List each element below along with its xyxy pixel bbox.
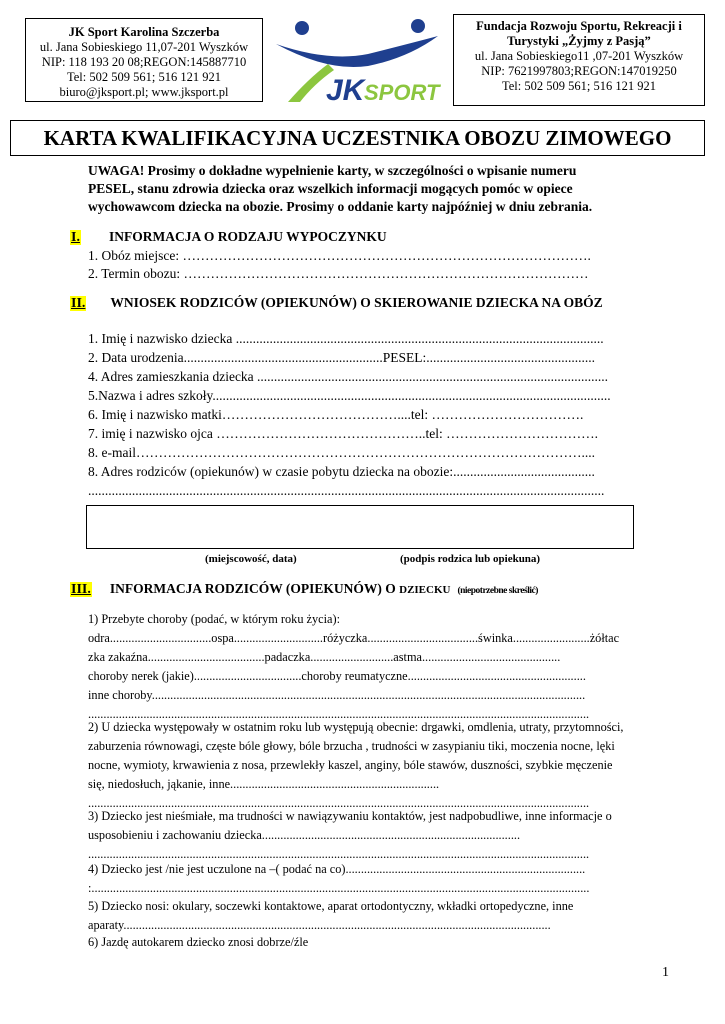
q2-line: nocne, wymioty, krwawienia z nosa, przewlekły kaszel, anginy, bóle stawów, duszności, szybkie męczenie [88, 758, 613, 772]
field-email[interactable]: 8. e-mail……………………………………………………………………………………….... [88, 445, 595, 460]
field-father[interactable]: 7. imię i nazwisko ojca ………………………………………..tel: ……………………………. [88, 426, 598, 441]
notice-block [88, 162, 592, 216]
field-school[interactable]: 5.Nazwa i adres szkoły...................................................................................................................... [88, 388, 611, 403]
q1-heading: 1) Przebyte choroby (podać, w którym roku życia): [88, 612, 341, 626]
section-3-title: INFORMACJA RODZICÓW (OPIEKUNÓW) O [109, 581, 400, 596]
field-parents-address-cont[interactable]: ......................................................................................................................................................... [88, 483, 605, 498]
company-name: JK Sport Karolina Szczerba [68, 25, 220, 39]
q1-line[interactable]: inne choroby............................................................................................................................................. [88, 688, 586, 702]
logo-head-left [295, 21, 309, 35]
q2-line[interactable]: się, niedosłuch, jąkanie, inne.................................................................... [88, 777, 440, 791]
q5-line[interactable]: aparaty........................................................................................................................................... [88, 918, 551, 932]
field-parents-address[interactable]: 8. Adres rodziców (opiekunów) w czasie pobytu dziecka na obozie:.......................................... [88, 464, 595, 479]
section-2-number: II. [71, 296, 86, 311]
caption-place-date: (miejscowość, data) [205, 553, 297, 565]
document-title: KARTA KWALIFIKACYJNA UCZESTNIKA OBOZU ZIMOWEGO [10, 120, 705, 156]
q5-line: 5) Dziecko nosi: okulary, soczewki kontaktowe, aparat ortodontyczny, wkładki ortopedyczne, inne [88, 899, 574, 913]
caption-signature: (podpis rodzica lub opiekuna) [400, 553, 541, 565]
field-camp-dates[interactable]: 2. Termin obozu: ……………………………………………………………………………… [88, 266, 589, 281]
section-3-note: (niepotrzebne skreślić) [457, 586, 538, 596]
company-contact: biuro@jksport.pl; www.jksport.pl [59, 85, 229, 99]
field-camp-place[interactable]: 1. Obóz miejsce: ………………………………………………………………………………. [88, 248, 591, 263]
notice-line: wychowawcom dziecka na obozie. Prosimy o oddanie karty najpóźniej w dniu zebrania. [88, 199, 593, 214]
section-3-number: III. [71, 582, 91, 597]
logo-text-sport: SPORT [364, 80, 440, 104]
company-address: ul. Jana Sobieskiego 11,07-201 Wyszków [39, 40, 249, 54]
signature-box[interactable] [86, 505, 634, 549]
foundation-name-line1: Fundacja Rozwoju Sportu, Rekreacji i [476, 19, 682, 33]
q1-line[interactable]: odra.................................ospa.............................różyczka....................................świnka.........................żółtac [88, 631, 620, 645]
foundation-ids: NIP: 7621997803;REGON:147019250 [481, 64, 677, 78]
section-2-title: WNIOSEK RODZICÓW (OPIEKUNÓW) O SKIEROWANIE DZIECKA NA OBÓZ [110, 295, 603, 310]
section-1-heading [70, 228, 387, 246]
q1-line[interactable]: choroby nerek (jakie)...................................choroby reumatyczne.......................................................... [88, 669, 586, 683]
q3-line[interactable]: ................................................................................................................................................................... [88, 847, 590, 861]
q2-line[interactable]: ................................................................................................................................................................... [88, 796, 590, 810]
section-3-title-small: DZIECKU [399, 584, 451, 596]
q4-line[interactable]: :.................................................................................................................................................................. [88, 881, 590, 895]
field-birth-pesel[interactable]: 2. Data urodzenia...........................................................PESEL:.................................................. [88, 350, 595, 365]
foundation-address: ul. Jana Sobieskiego11 ,07-201 Wyszków [474, 49, 684, 63]
q3-line[interactable]: usposobieniu i zachowaniu dziecka.................................................................................... [88, 828, 521, 842]
field-mother[interactable]: 6. Imię i nazwisko matki…………………………………....tel: ……………………………. [88, 407, 584, 422]
logo-head-right [411, 19, 425, 33]
foundation-name-line2: Turystyki „Żyjmy z Pasją” [507, 34, 651, 48]
company-ids: NIP: 118 193 20 08;REGON:145887710 [41, 55, 247, 69]
page-number: 1 [662, 965, 669, 980]
q6-line[interactable]: 6) Jazdę autokarem dziecko znosi dobrze/źle [88, 935, 309, 949]
notice-line: PESEL, stanu zdrowia dziecka oraz wszelkich informacji mogących pomóc w opiece [88, 181, 573, 196]
q1-line[interactable]: ................................................................................................................................................................... [88, 707, 590, 721]
logo-text-jk: JK [326, 74, 365, 104]
foundation-info-box [453, 14, 705, 106]
q1-line[interactable]: zka zakaźna......................................padaczka...........................astma............................................. [88, 650, 561, 664]
q3-line: 3) Dziecko jest nieśmiałe, ma trudności w nawiązywaniu kontaktów, jest nadpobudliwe, inne informacje o [88, 809, 612, 823]
company-phone: Tel: 502 509 561; 516 121 921 [67, 70, 221, 84]
jk-sport-logo [268, 14, 451, 104]
q2-line: zaburzenia równowagi, częste bóle głowy, bóle brzucha , trudności w zasypianiu tiki, moczenia nocne, lęki [88, 739, 615, 753]
q2-line: 2) U dziecka występowały w ostatnim roku lub występują obecnie: drgawki, omdlenia, utraty, przytomności, [88, 720, 624, 734]
section-1-title: INFORMACJA O RODZAJU WYPOCZYNKU [108, 229, 387, 244]
section-3-heading [70, 580, 538, 598]
field-home-address[interactable]: 4. Adres zamieszkania dziecka ........................................................................................................ [88, 369, 609, 384]
logo-swoosh [276, 36, 438, 67]
notice-line: UWAGA! Prosimy o dokładne wypełnienie karty, w szczególności o wpisanie numeru [88, 163, 577, 178]
field-child-name[interactable]: 1. Imię i nazwisko dziecka ............................................................................................................. [88, 331, 604, 346]
q4-line[interactable]: 4) Dziecko jest /nie jest uczulone na –( podać na co).............................................................................. [88, 862, 586, 876]
company-info-box [25, 18, 263, 102]
section-1-number: I. [71, 230, 80, 245]
foundation-phone: Tel: 502 509 561; 516 121 921 [502, 79, 656, 93]
section-2-heading [70, 294, 603, 312]
